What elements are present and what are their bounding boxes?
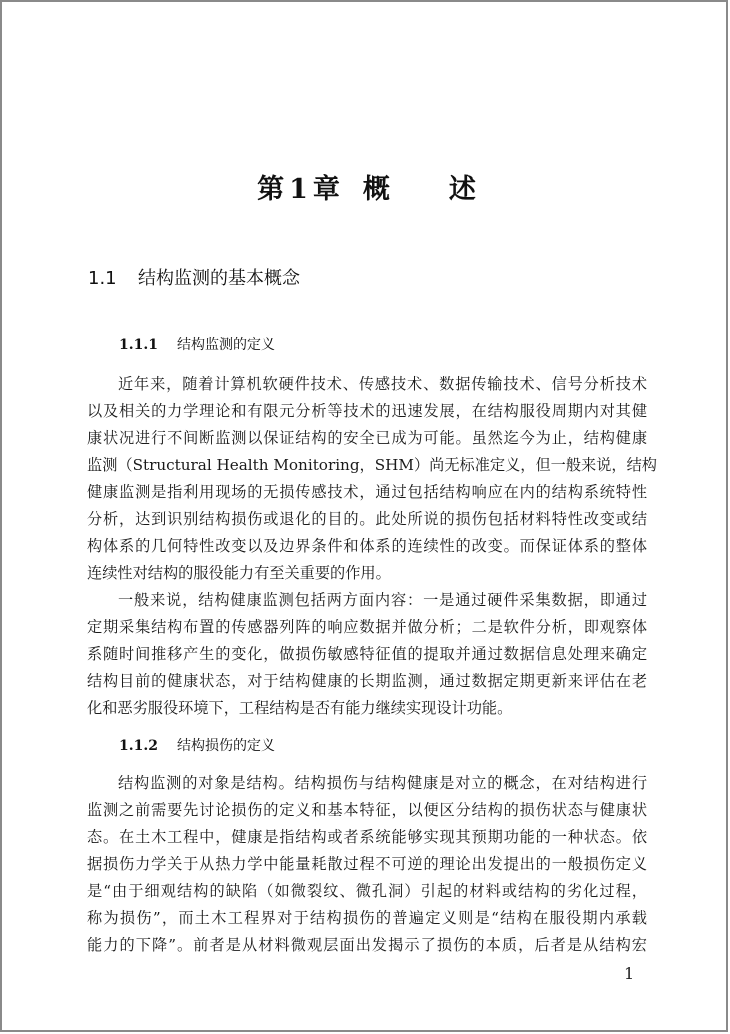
chapter-title-part-1: 概	[362, 174, 391, 205]
paragraph	[87, 371, 657, 587]
text-line: 分析，达到识别结构损伤或退化的目的。此处所说的损伤包括材料特性改变或结	[87, 510, 647, 528]
chapter-prefix: 第	[257, 174, 286, 205]
text-line: 连续性对结构的服役能力有至关重要的作用。	[87, 564, 391, 582]
text-line: 近年来，随着计算机软硬件技术、传感技术、数据传输技术、信号分析技术	[118, 375, 647, 393]
section-title: 结构监测的基本概念	[138, 268, 300, 289]
chapter-title-part-2: 述	[448, 174, 477, 205]
subsection-heading	[119, 334, 275, 354]
subsection-number: 1.1.1	[119, 337, 158, 353]
text-line: 系随时间推移产生的变化，做损伤敏感特征值的提取并通过数据信息处理来确定	[87, 645, 647, 663]
text-line: 称为损伤”，而土木工程界对于结构损伤的普遍定义则是“结构在服役期内承载	[87, 909, 647, 927]
subsection-number: 1.1.2	[119, 738, 158, 754]
text-line: 化和恶劣服役环境下，工程结构是否有能力继续实现设计功能。	[87, 699, 513, 717]
text-line: 一般来说，结构健康监测包括两方面内容：一是通过硬件采集数据，即通过	[118, 591, 647, 609]
subsection-title: 结构损伤的定义	[177, 738, 275, 754]
section-number: 1.1	[88, 268, 117, 289]
text-line: 监测（Structural Health Monitoring，SHM）尚无标准定义，但一般来说，结构	[87, 456, 657, 474]
text-line: 是“由于细观结构的缺陷（如微裂纹、微孔洞）引起的材料或结构的劣化过程，	[87, 882, 647, 900]
text-line: 构体系的几何特性改变以及边界条件和体系的连续性的改变。而保证体系的整体	[87, 537, 647, 555]
chapter-title	[2, 167, 730, 206]
chapter-number: 1	[289, 174, 309, 205]
paragraph	[87, 770, 647, 959]
page-number: 1	[624, 964, 635, 983]
paragraph	[87, 587, 647, 722]
section-heading	[88, 264, 300, 290]
subsection-title: 结构监测的定义	[177, 337, 275, 353]
text-line: 能力的下降”。前者是从材料微观层面出发揭示了损伤的本质，后者是从结构宏	[87, 936, 647, 954]
text-line: 康状况进行不间断监测以保证结构的安全已成为可能。虽然迄今为止，结构健康	[87, 429, 647, 447]
text-line: 据损伤力学关于从热力学中能量耗散过程不可逆的理论出发提出的一般损伤定义	[87, 855, 647, 873]
text-line: 结构监测的对象是结构。结构损伤与结构健康是对立的概念，在对结构进行	[118, 774, 647, 792]
text-line: 态。在土木工程中，健康是指结构或者系统能够实现其预期功能的一种状态。依	[87, 828, 647, 846]
text-line: 以及相关的力学理论和有限元分析等技术的迅速发展，在结构服役周期内对其健	[87, 402, 647, 420]
text-line: 结构目前的健康状态，对于结构健康的长期监测，通过数据定期更新来评估在老	[87, 672, 647, 690]
text-line: 定期采集结构布置的传感器列阵的响应数据并做分析；二是软件分析，即观察体	[87, 618, 647, 636]
text-line: 健康监测是指利用现场的无损传感技术，通过包括结构响应在内的结构系统特性	[87, 483, 647, 501]
subsection-heading	[119, 735, 275, 755]
text-line: 监测之前需要先讨论损伤的定义和基本特征，以便区分结构的损伤状态与健康状	[87, 801, 647, 819]
chapter-suffix: 章	[312, 174, 341, 205]
